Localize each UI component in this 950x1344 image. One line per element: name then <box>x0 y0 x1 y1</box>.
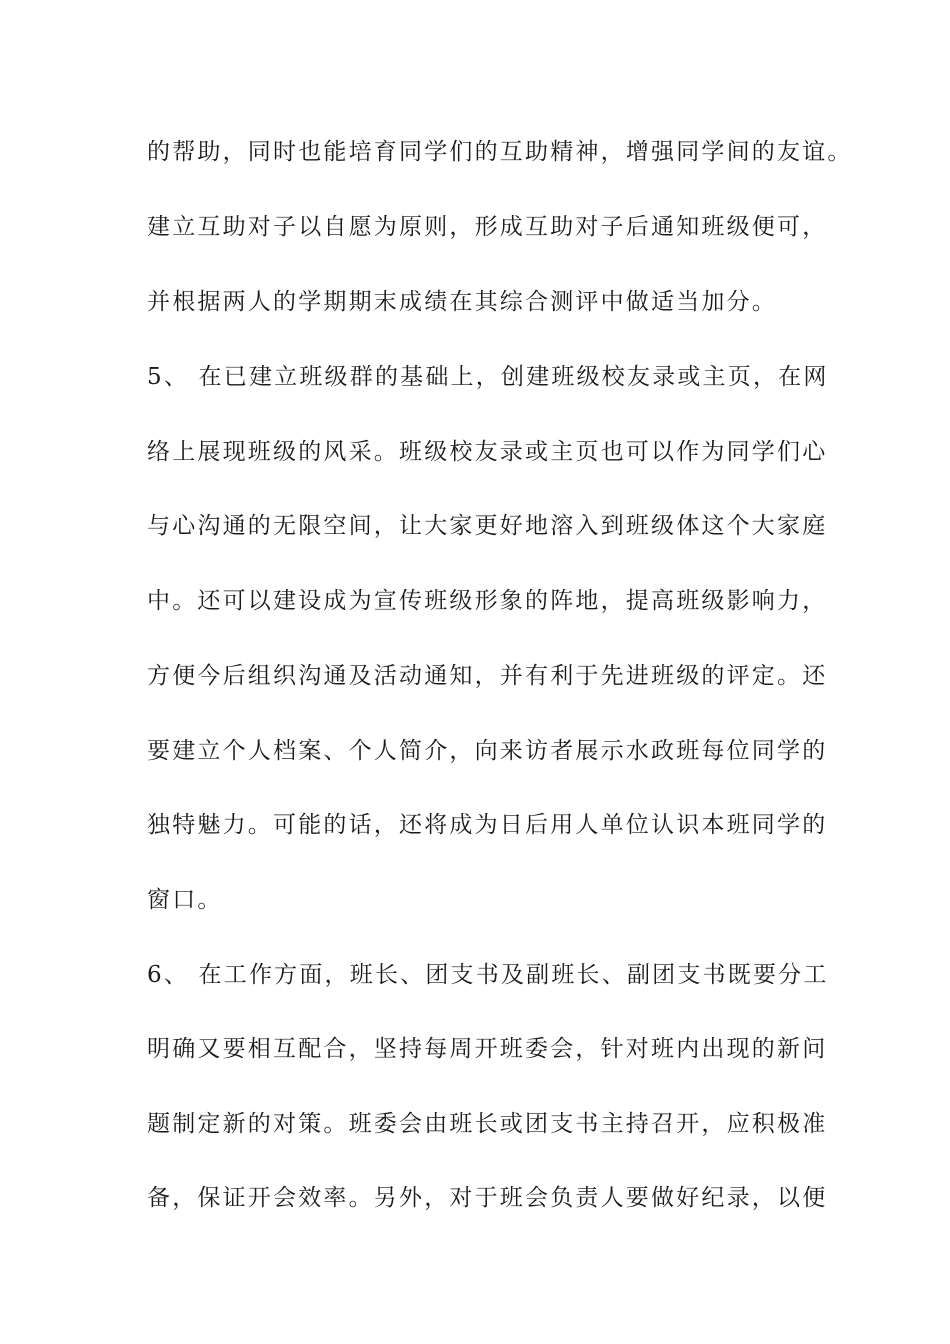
text-line: 题制定新的对策。班委会由班长或团支书主持召开，应积极准 <box>147 1111 828 1137</box>
text-line: 络上展现班级的风采。班级校友录或主页也可以作为同学们心 <box>147 439 828 465</box>
text-line: 中。还可以建设成为宣传班级形象的阵地，提高班级影响力， <box>147 588 828 614</box>
text-line: 建立互助对子以自愿为原则，形成互助对子后通知班级便可， <box>147 214 828 240</box>
text-line: 的帮助，同时也能培育同学们的互助精神，增强同学间的友谊。 <box>147 139 853 165</box>
text-line: 明确又要相互配合，坚持每周开班委会，针对班内出现的新问 <box>147 1036 828 1062</box>
text-line: 方便今后组织沟通及活动通知，并有利于先进班级的评定。还 <box>147 663 828 689</box>
text-line: 独特魅力。可能的话，还将成为日后用人单位认识本班同学的 <box>147 812 828 838</box>
text-line: 5、 在已建立班级群的基础上，创建班级校友录或主页，在网 <box>147 364 829 390</box>
text-line: 窗口。 <box>147 887 223 913</box>
text-line: 要建立个人档案、个人简介，向来访者展示水政班每位同学的 <box>147 738 828 764</box>
text-line: 并根据两人的学期期末成绩在其综合测评中做适当加分。 <box>147 289 777 315</box>
text-line: 备，保证开会效率。另外，对于班会负责人要做好纪录，以便 <box>147 1185 828 1211</box>
text-line: 与心沟通的无限空间，让大家更好地溶入到班级体这个大家庭 <box>147 513 828 539</box>
text-line: 6、 在工作方面，班长、团支书及副班长、副团支书既要分工 <box>147 962 829 988</box>
